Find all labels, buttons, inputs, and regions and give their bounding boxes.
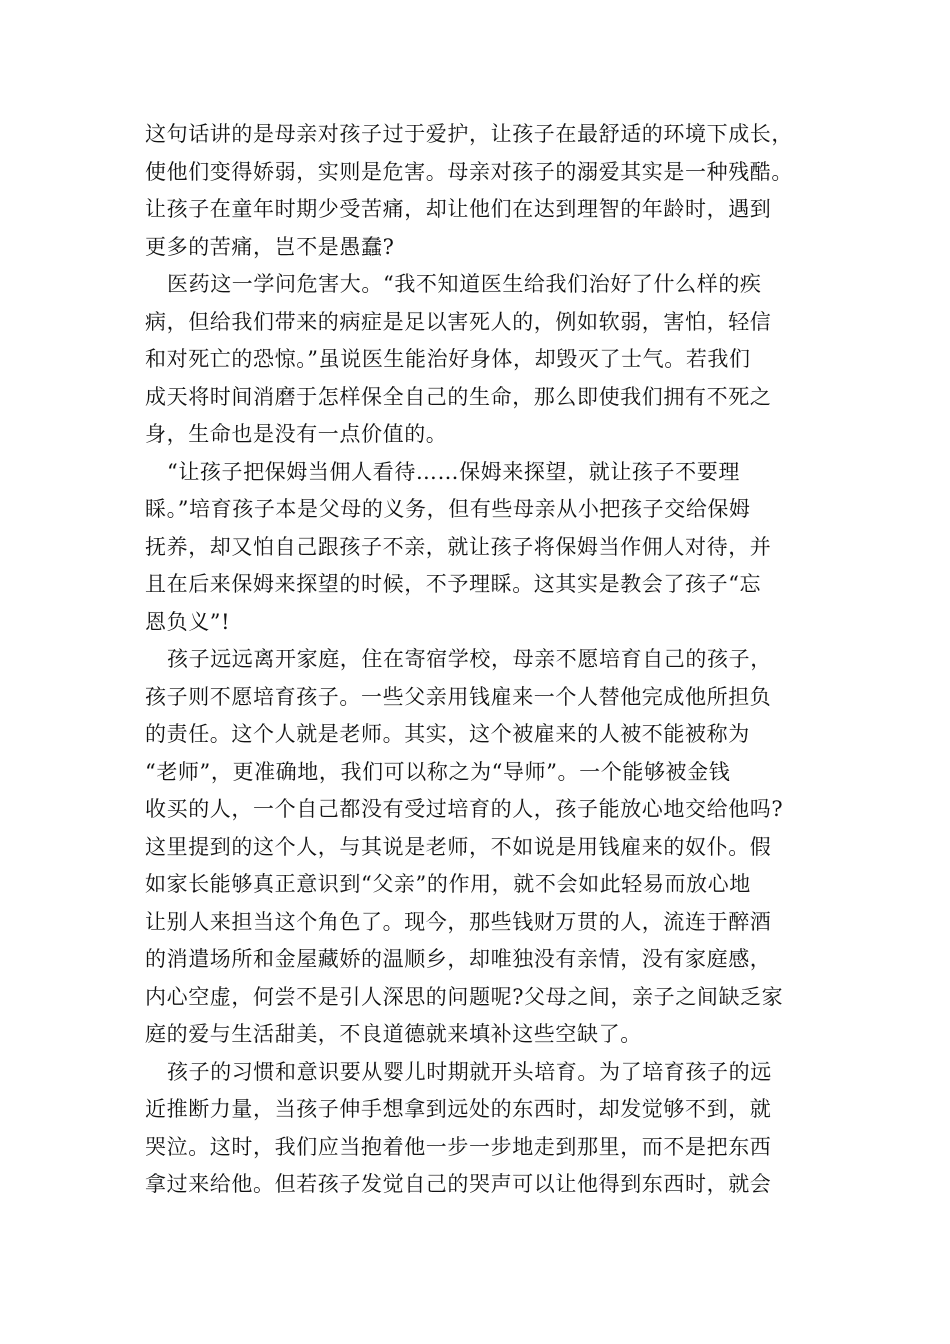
text-line: 睬。”培育孩子本是父母的义务，但有些母亲从小把孩子交给保姆	[145, 497, 751, 521]
text-line: 使他们变得娇弱，实则是危害。母亲对孩子的溺爱其实是一种残酷。	[145, 159, 793, 184]
text-line: 让别人来担当这个角色了。现今，那些钱财万贯的人，流连于醉酒	[145, 909, 772, 934]
text-line: 近推断力量，当孩子伸手想拿到远处的东西时，却发觉够不到，就	[145, 1097, 772, 1121]
text-line: 的责任。这个人就是老师。其实，这个被雇来的人被不能被称为	[145, 722, 750, 746]
text-line: 且在后来保姆来探望的时候，不予理睬。这其实是教会了孩子“忘	[145, 572, 762, 596]
text-line: 这里提到的这个人，与其说是老师，不如说是用钱雇来的奴仆。假	[145, 834, 772, 859]
text-line: 和对死亡的恐惊。”虽说医生能治好身体，却毁灭了士气。若我们	[145, 347, 751, 371]
text-line: 病，但给我们带来的病症是足以害死人的，例如软弱，害怕，轻信	[145, 309, 772, 334]
text-line: 抚养，却又怕自己跟孩子不亲，就让孩子将保姆当作佣人对待，并	[145, 534, 772, 559]
text-line: “老师”，更准确地，我们可以称之为“导师”。一个能够被金钱	[145, 759, 731, 784]
text-line: 的消遣场所和金屋藏娇的温顺乡，却唯独没有亲情，没有家庭感，	[145, 947, 772, 971]
text-line: 身，生命也是没有一点价值的。	[145, 422, 448, 446]
text-line: 恩负义”!	[145, 609, 231, 634]
text-line: 内心空虚，何尝不是引人深思的问题呢?父母之间，亲子之间缺乏家	[145, 984, 784, 1009]
paragraph-first-line: 医药这一学问危害大。“我不知道医生给我们治好了什么样的疾	[167, 272, 762, 296]
text-line: 收买的人，一个自己都没有受过培育的人，孩子能放心地交给他吗?	[145, 797, 784, 821]
text-line: 哭泣。这时，我们应当抱着他一步一步地走到那里，而不是把东西	[145, 1134, 772, 1159]
text-line: 拿过来给他。但若孩子发觉自己的哭声可以让他得到东西时，就会	[145, 1172, 772, 1196]
text-line: 成天将时间消磨于怎样保全自己的生命，那么即使我们拥有不死之	[145, 384, 772, 409]
paragraph-first-line: 孩子远远离开家庭，住在寄宿学校，母亲不愿培育自己的孩子，	[167, 647, 772, 671]
text-line: 更多的苦痛，岂不是愚蠢?	[145, 234, 395, 259]
paragraph-first-line: “让孩子把保姆当佣人看待……保姆来探望，就让孩子不要理	[167, 459, 740, 484]
text-line: 这句话讲的是母亲对孩子过于爱护，让孩子在最舒适的环境下成长，	[145, 122, 793, 146]
text-line: 孩子则不愿培育孩子。一些父亲用钱雇来一个人替他完成他所担负	[145, 684, 772, 709]
paragraph-first-line: 孩子的习惯和意识要从婴儿时期就开头培育。为了培育孩子的远	[167, 1059, 772, 1084]
text-line: 如家长能够真正意识到“父亲”的作用，就不会如此轻易而放心地	[145, 872, 751, 896]
text-line: 让孩子在童年时期少受苦痛，却让他们在达到理智的年龄时，遇到	[145, 197, 772, 221]
text-line: 庭的爱与生活甜美，不良道德就来填补这些空缺了。	[145, 1022, 642, 1046]
body-text	[145, 116, 815, 1204]
